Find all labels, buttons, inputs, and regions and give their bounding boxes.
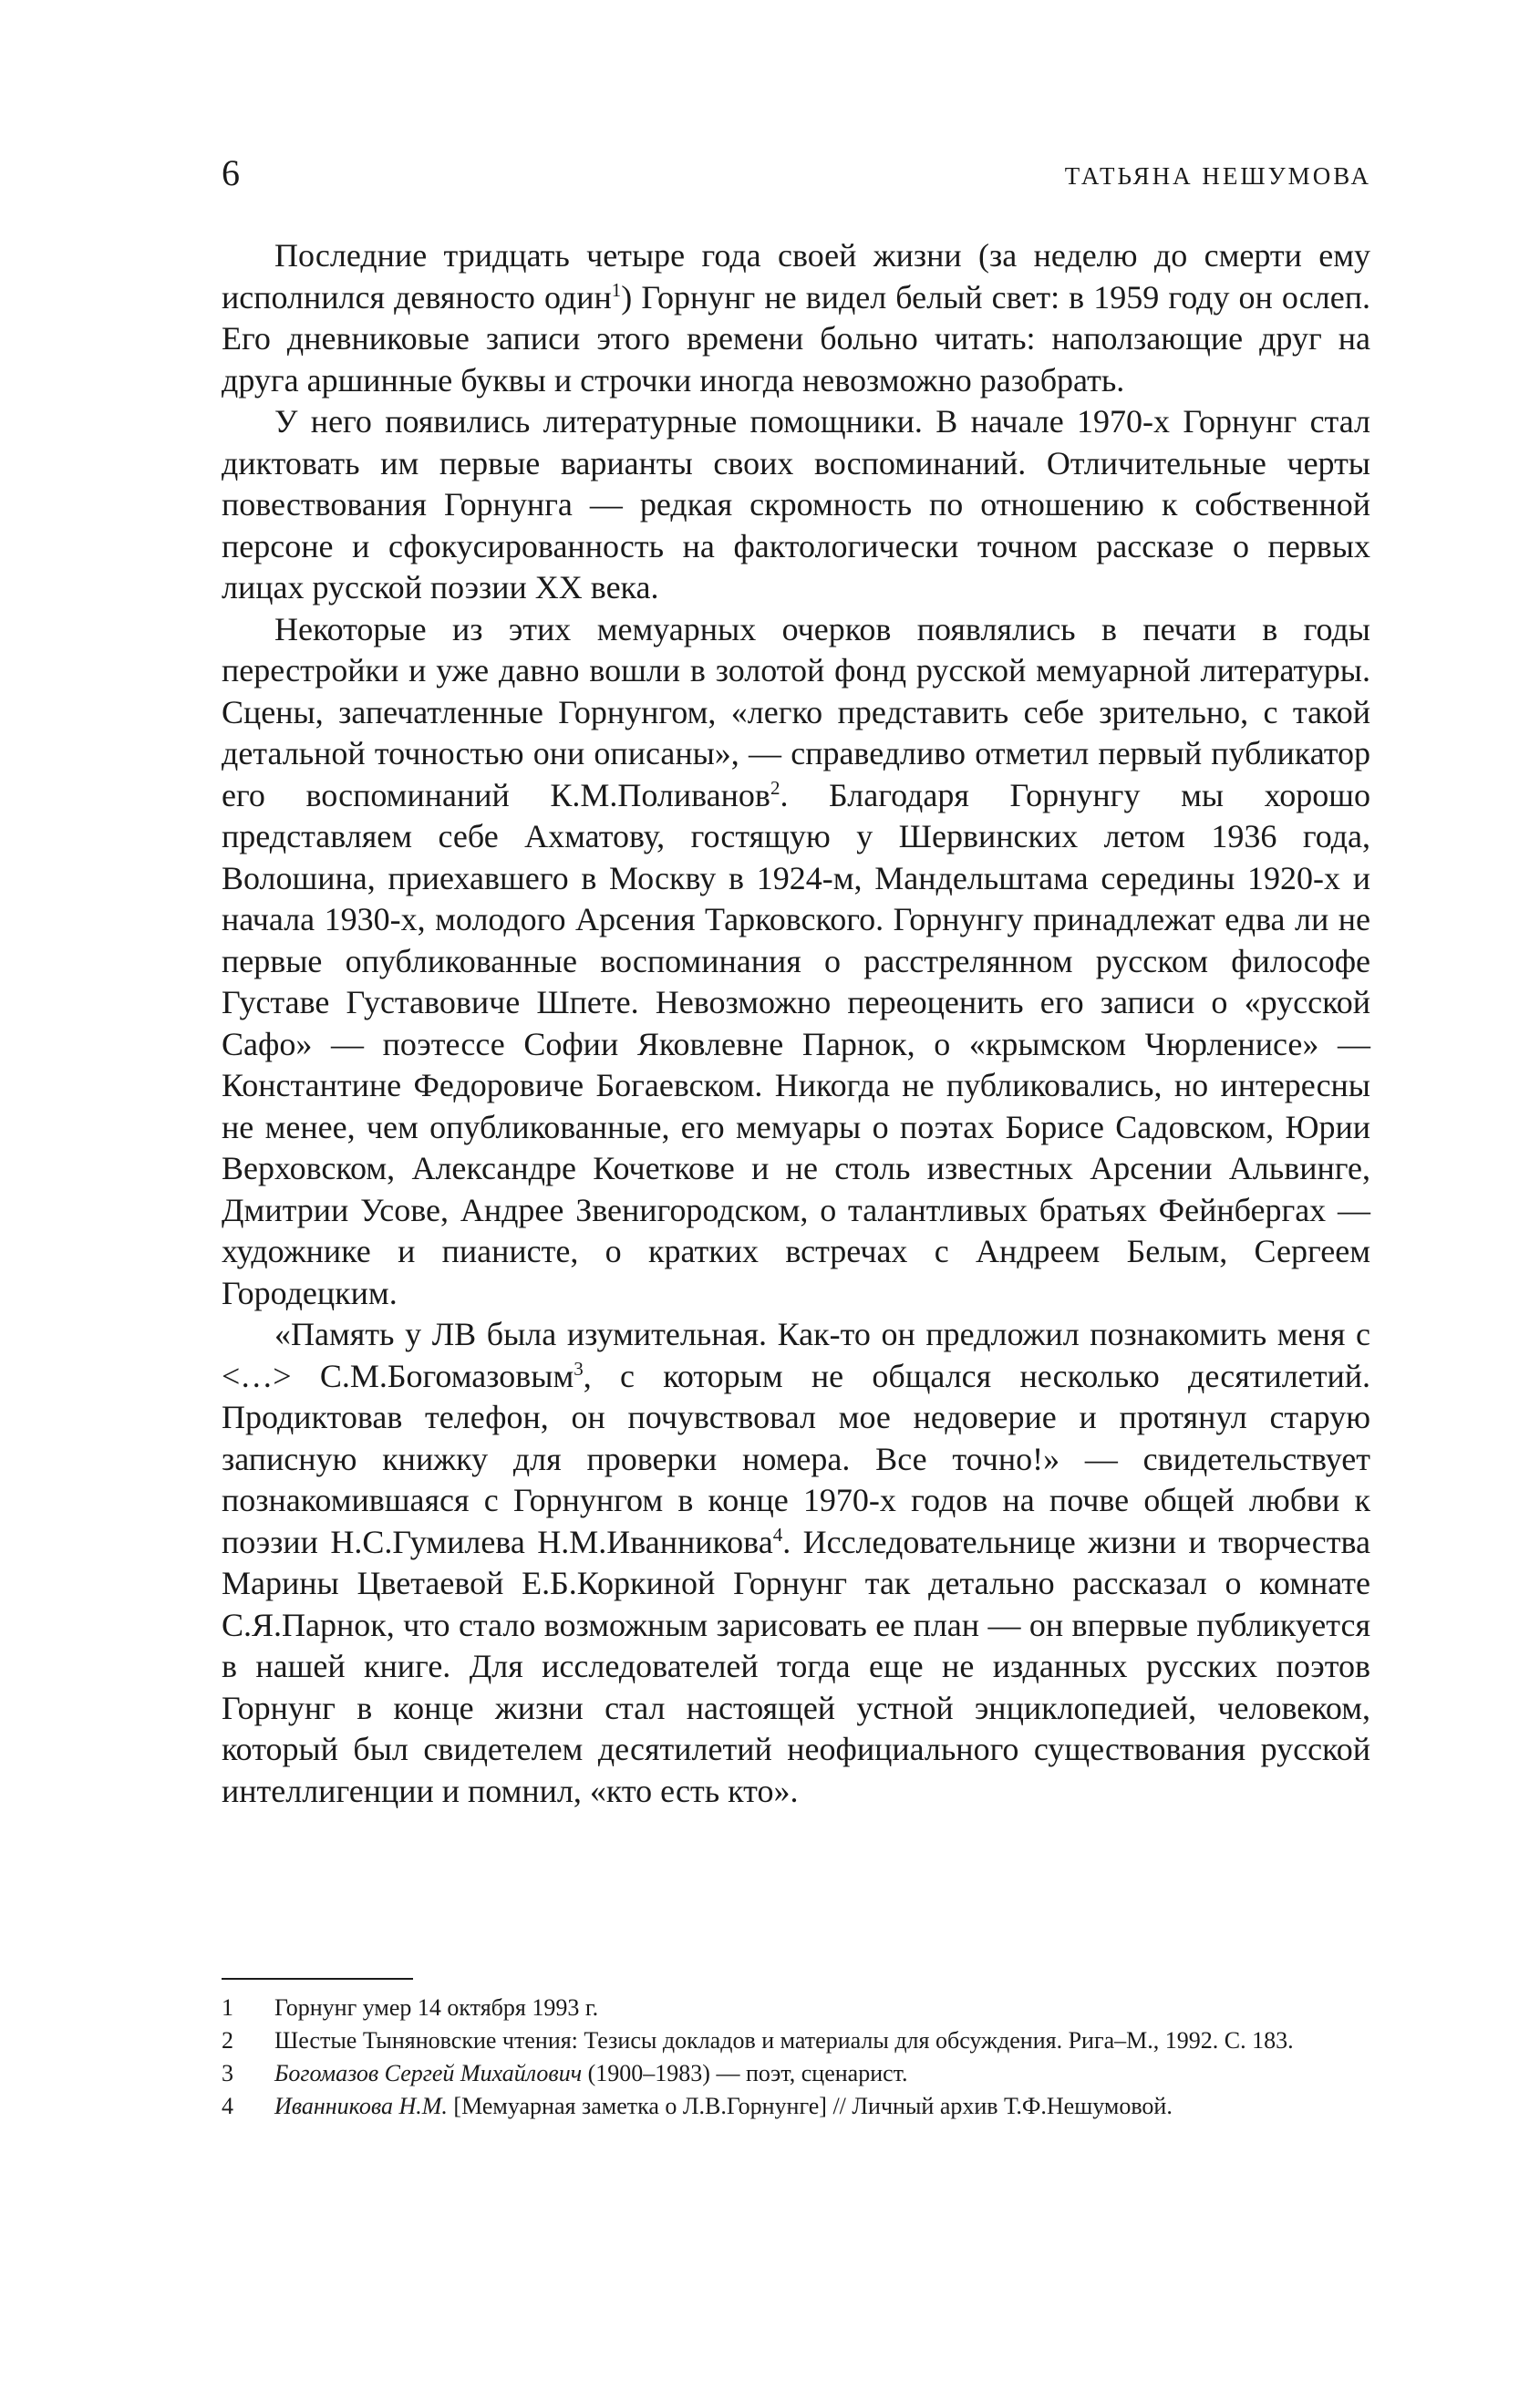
footnote-ref-1[interactable]: 1 [611, 278, 622, 301]
footnote-ref-3[interactable]: 3 [574, 1357, 584, 1380]
footnote-text: (1900–1983) — поэт, сценарист. [582, 2060, 908, 2086]
paragraph-1: Последние тридцать четыре года своей жизни (за неделю до смерти ему исполнился девяносто один$^1$) Горнунг не видел белый свет: в 1959 году он ослеп. Его дневниковые записи этого времени больно читать: наползающие друг на друга аршинные буквы и строчки иногда невозможно разобрать. [222, 237, 1370, 398]
footnote-text: [Мемуарная заметка о Л.В.Горнунге] // Личный архив Т.Ф.Нешумовой. [447, 2093, 1173, 2119]
paragraph-3: Некоторые из этих мемуарных очерков появлялись в печати в годы перестройки и уже давно вошли в золотой фонд русской мемуарной литературы. Сцены, запечатленные Горнунгом, «легко представить себе зрительно, с такой детальной точностью они описаны», — справедливо отметил первый публикатор его воспоминаний К.М.Поливанов$^2$. Благодаря Горнунгу мы хорошо представляем себе Ахматову, гостящую у Шервинских летом 1936 года, Волошина, приехавшего в Москву в 1924-м, Мандельштама середины 1920-х и начала 1930-х, молодого Арсения Тарковского. Горнунгу принадлежат едва ли не первые опубликованные воспоминания о расстрелянном русском философе Густаве Густавовиче Шпете. Невозможно переоценить его записи о «русской Сафо» — поэтессе Софии Яковлевне Парнок, о «крымском Чюрленисе» — Константине Федоровиче Богаевском. Никогда не публиковались, но интересны не менее, чем опубликованные, его мемуары о поэтах Борисе Садовском, Юрии Верховском, Александре Кочеткове и не столь известных Арсении Альвинге, Дмитрии Усове, Андрее Звенигородском, о талантливых братьях Фейнбергах — художнике и пианисте, о кратких встречах с Андреем Белым, Сергеем Городецким. [222, 610, 1371, 1311]
footnote-text: Шестые Тыняновские чтения: Тезисы докладов и материалы для обсуждения. Рига–М., 1992. С. 183. [274, 2027, 1294, 2054]
footnote-italic-name: Богомазов Сергей Михайлович [274, 2060, 583, 2086]
body-text [222, 235, 1370, 1812]
footnote-4 [222, 2092, 1370, 2121]
footnote-ref-4[interactable]: 4 [772, 1523, 783, 1546]
footnote-1 [222, 1993, 1370, 2023]
paragraph-4: «Память у ЛВ была изумительная. Как-то он предложил познакомить меня с <…> С.М.Богомазовым$^3$, с которым не общался несколько десятилетий. Продиктовав телефон, он почувствовал мое недоверие и протянул старую записную книжку для проверки номера. Все точно!» — свидетельствует познакомившаяся с Горнунгом в конце 1970-х годов на почве общей любви к поэзии Н.С.Гумилева Н.М.Иванникова$^4$. Исследовательнице жизни и творчества Марины Цветаевой Е.Б.Коркиной Горнунг так детально рассказал о комнате С.Я.Парнок, что стало возможным зарисовать ее план — он впервые публикуется в нашей книге. Для исследователей тогда еще не изданных русских поэтов Горнунг в конце жизни стал настоящей устной энциклопедией, человеком, который был свидетелем десятилетий неофициального существования русской интеллигенции и помнил, «кто есть кто». [222, 1316, 1370, 1809]
footnote-ref-2[interactable]: 2 [770, 776, 780, 799]
paragraph-2: У него появились литературные помощники. В начале 1970-х Горнунг стал диктовать им первые варианты своих воспоминаний. Отличительные черты повествования Горнунга — редкая скромность по отношению к собственной персоне и сфокусированность на фактологически точном рассказе о первых лицах русской поэзии XX века. [222, 403, 1370, 606]
footnote-2 [222, 2026, 1370, 2055]
page-number: 6 [222, 152, 240, 193]
footnote-divider [222, 1978, 413, 1980]
footnote-number: 3 [222, 2060, 233, 2086]
footnotes [222, 1993, 1370, 2125]
footnote-text: Горнунг умер 14 октября 1993 г. [274, 1994, 599, 2021]
footnote-italic-name: Иванникова Н.М. [274, 2093, 448, 2119]
running-head: ТАТЬЯНА НЕШУМОВА [1064, 162, 1371, 190]
footnote-number: 2 [222, 2027, 233, 2054]
footnote-number: 4 [222, 2093, 233, 2119]
footnote-3 [222, 2059, 1370, 2088]
footnote-number: 1 [222, 1994, 233, 2021]
